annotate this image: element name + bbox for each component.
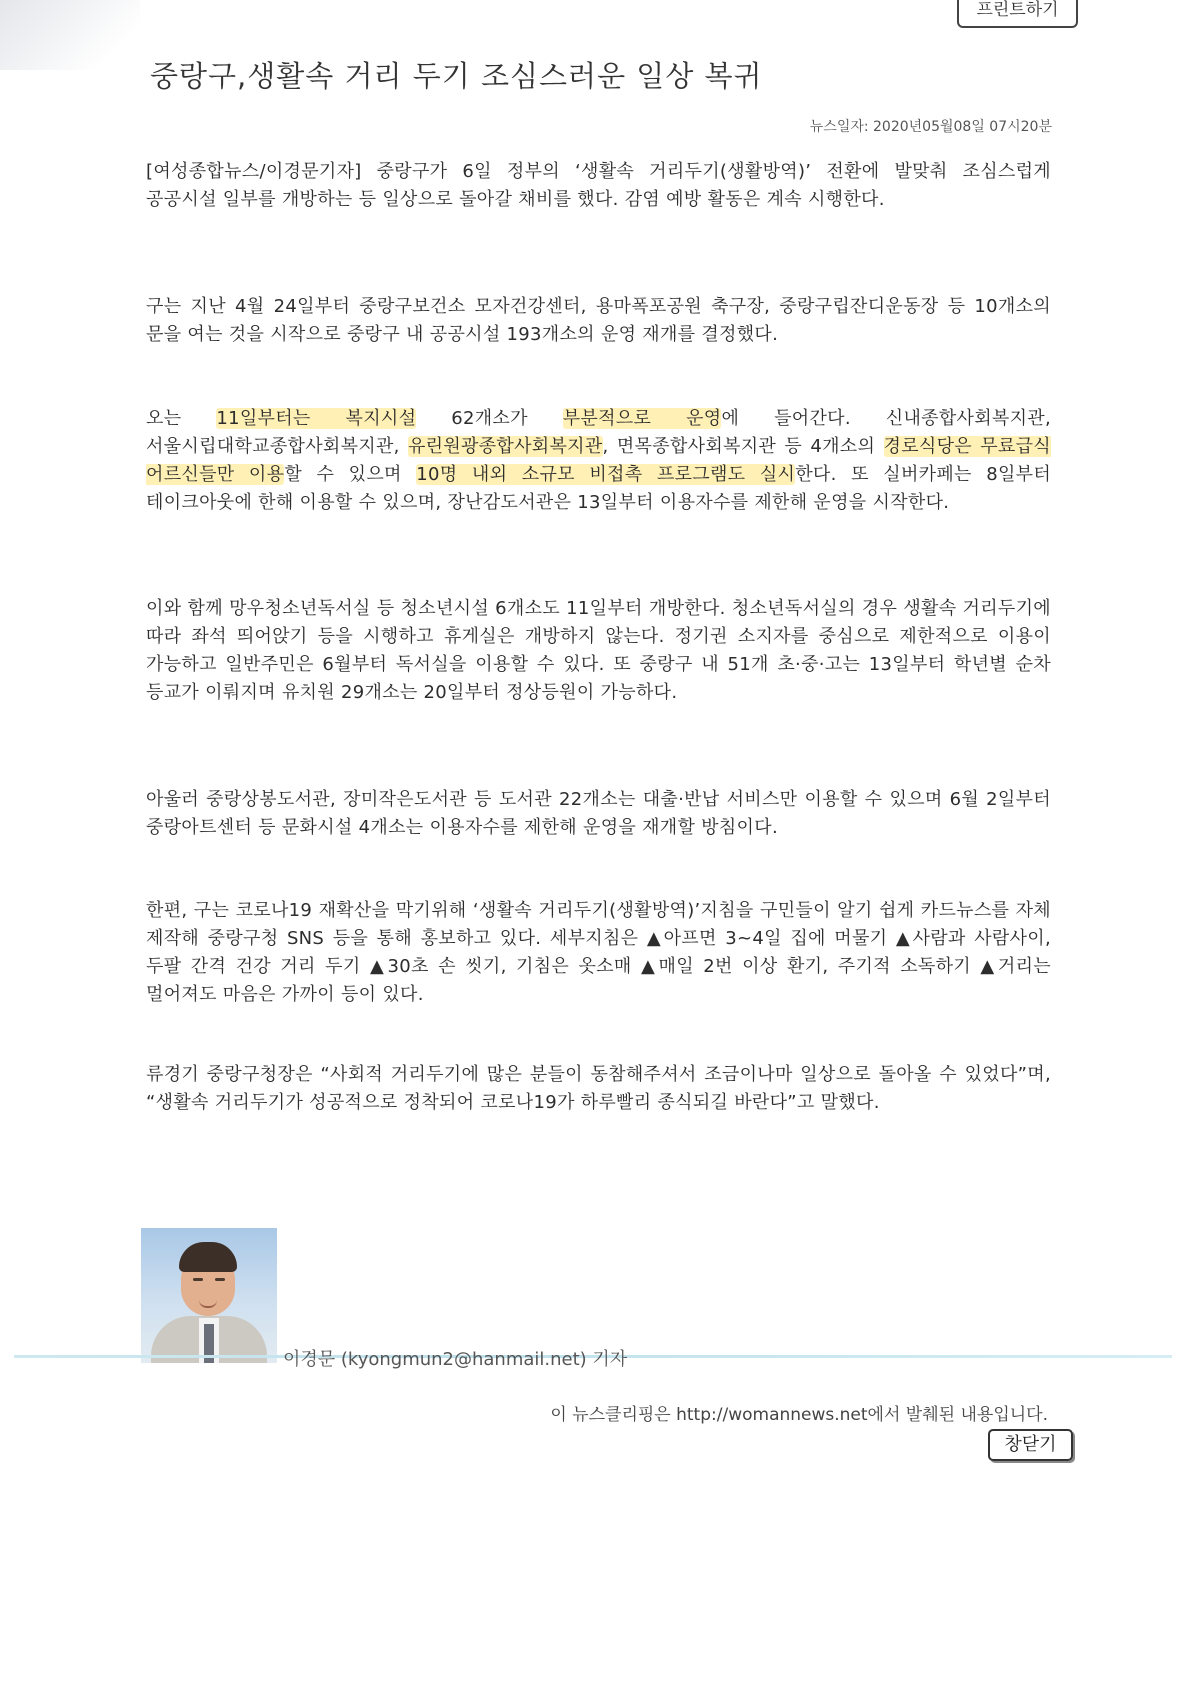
p3-text: 에 들어간다. 신내종합사회복지관, 서울시립대학교종합사회복지관, [146, 408, 1051, 457]
p3-text: 오는 [146, 408, 217, 429]
highlight: 11일부터는 복지시설 [216, 408, 417, 429]
highlight: 경로식당은 무료급식 어르신들만 이용 [146, 436, 1051, 485]
paragraph-4: 이와 함께 망우청소년독서실 등 청소년시설 6개소도 11일부터 개방한다. 청소년독서실의 경우 생활속 거리두기에 따라 좌석 띄어앉기 등을 시행하고 휴게실은 개방하지 않는다. 정기권 소지자를 중심으로 제한적으로 이용이 가능하고 일반주민은 6월부터 독서실을 이용할 수 있다. 또 중랑구 내 51개 초·중·고는 13일부터 학년별 순차 등교가 이뤄지며 유치원 29개소는 20일부터 정상등원이 가능하다. [146, 598, 1051, 703]
reporter-photo [141, 1228, 277, 1363]
paragraph-7: 류경기 중랑구청장은 “사회적 거리두기에 많은 분들이 동참해주셔서 조금이나마 일상으로 돌아올 수 있었다”며, “생활속 거리두기가 성공적으로 정착되어 코로나19가 하루빨리 종식되길 바란다”고 말했다. [146, 1064, 1051, 1113]
p3-text: 62개소가 [416, 408, 563, 429]
close-window-button[interactable]: 창닫기 [988, 1429, 1073, 1461]
article-title: 중랑구,생활속 거리 두기 조심스러운 일상 복귀 [150, 59, 763, 93]
paragraph-1: [여성종합뉴스/이경문기자] 중랑구가 6일 정부의 ‘생활속 거리두기(생활방역)’ 전환에 발맞춰 조심스럽게 공공시설 일부를 개방하는 등 일상으로 돌아갈 채비를 했다. 감염 예방 활동은 계속 시행한다. [146, 161, 1051, 210]
reporter-byline: 이경문 (kyongmun2@hanmail.net) 기자 [283, 1349, 628, 1370]
photo-eye [215, 1278, 225, 1281]
p3-text: , 면목종합사회복지관 등 4개소의 [602, 436, 884, 457]
photo-eye [193, 1278, 203, 1281]
paragraph-2: 구는 지난 4월 24일부터 중랑구보건소 모자건강센터, 용마폭포공원 축구장, 중랑구립잔디운동장 등 10개소의 문을 여는 것을 시작으로 중랑구 내 공공시설 193개소의 운영 재개를 결정했다. [146, 296, 1051, 345]
highlight: 유린원광종합사회복지관 [407, 436, 603, 457]
source-note: 이 뉴스클리핑은 http://womannews.net에서 발췌된 내용입니다. [550, 1405, 1048, 1425]
highlight: 10명 내외 소규모 비접촉 프로그램도 실시 [416, 464, 796, 485]
p3-text: 할 수 있으며 [284, 464, 417, 485]
p3-text: 한다. 또 실버카페는 8일부터 테이크아웃에 한해 이용할 수 있으며, 장난감도서관은 13일부터 이용자수를 제한해 운영을 시작한다. [146, 464, 1052, 513]
paragraph-3 [146, 405, 1051, 517]
news-date: 뉴스일자: 2020년05월08일 07시20분 [809, 119, 1052, 135]
photo-hair [179, 1242, 237, 1272]
highlight: 부분적으로 운영 [562, 408, 722, 429]
paragraph-5: 아울러 중랑상봉도서관, 장미작은도서관 등 도서관 22개소는 대출·반납 서비스만 이용할 수 있으며 6월 2일부터 중랑아트센터 등 문화시설 4개소는 이용자수를 제한해 운영을 재개할 방침이다. [146, 789, 1051, 838]
scan-shadow [0, 0, 140, 70]
paragraph-6: 한편, 구는 코로나19 재확산을 막기위해 ‘생활속 거리두기(생활방역)’지침을 구민들이 알기 쉽게 카드뉴스를 자체 제작해 중랑구청 SNS 등을 통해 홍보하고 있다. 세부지침은 ▲아프면 3~4일 집에 머물기 ▲사람과 사람사이, 두팔 간격 건강 거리 두기 ▲30초 손 씻기, 기침은 옷소매 ▲매일 2번 이상 환기, 주기적 소독하기 ▲거리는 멀어져도 마음은 가까이 등이 있다. [146, 900, 1051, 1005]
print-button[interactable]: 프린트하기 [957, 0, 1078, 28]
